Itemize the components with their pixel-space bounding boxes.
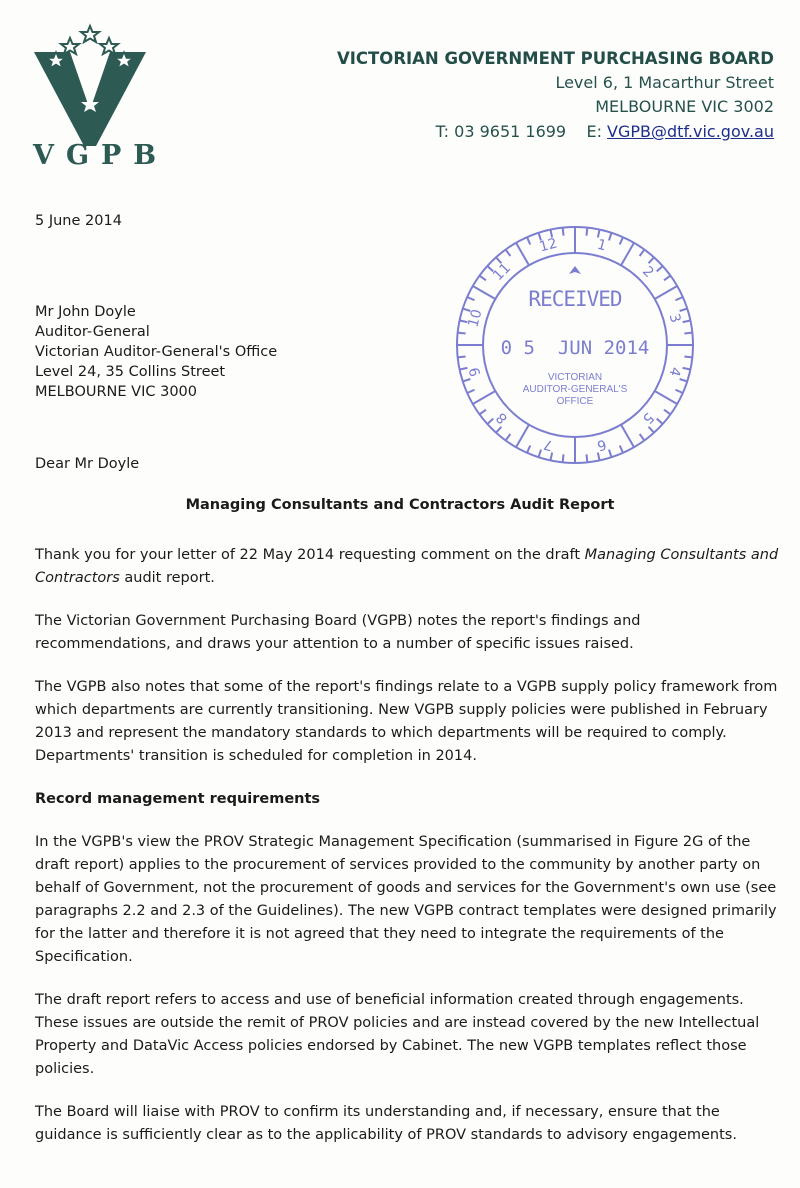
stamp-tick bbox=[680, 379, 688, 381]
stamp-tick bbox=[460, 368, 468, 370]
stamp-org-line3: OFFICE bbox=[556, 396, 594, 407]
paragraph-2: The Victorian Government Purchasing Board (VGPB) notes the report's findings and recommendations, and draws your attention to a number of specific issues raised. bbox=[35, 613, 641, 652]
stamp-status: RECEIVED bbox=[528, 287, 622, 311]
stamp-tick bbox=[609, 450, 611, 458]
stamp-tick bbox=[664, 276, 670, 281]
stamp-ring-number: 6 bbox=[595, 435, 609, 454]
stamp-tick bbox=[657, 266, 663, 271]
subject-heading: Managing Consultants and Contractors Audit Report bbox=[185, 497, 615, 513]
stamp-date: 0 5 JUN 2014 bbox=[500, 337, 650, 359]
paragraph-6: The Board will liaise with PROV to confirm its understanding and, if necessary, ensure that the guidance is sufficiently clear as to the applicability of PROV standards to advisory engagements. bbox=[35, 1104, 737, 1143]
stamp-tick bbox=[563, 454, 564, 462]
stamp-tick bbox=[664, 410, 670, 415]
stamp-tick bbox=[680, 309, 688, 311]
email-label: E: bbox=[586, 122, 602, 141]
stamp-ring-number: 3 bbox=[665, 311, 684, 325]
org-address-line2: MELBOURNE VIC 3002 bbox=[595, 97, 774, 116]
recipient-name: Mr John Doyle bbox=[35, 304, 136, 320]
logo-wordmark: VGPB bbox=[33, 140, 169, 171]
paragraph-5: The draft report refers to access and use of beneficial information created through engagements. These issues are outside the remit of PROV policies and are instead covered by the new Intellectual Property and DataVic Access policies endorsed by Cabinet. The new VGPB templates reflect those policies. bbox=[35, 992, 760, 1077]
stamp-ring-number: 10 bbox=[465, 307, 486, 330]
stamp-tick bbox=[506, 434, 511, 440]
paragraph-3: The VGPB also notes that some of the report's findings relate to a VGPB supply policy framework from which departments are currently transitioning. New VGPB supply policies were published in February 2013 and represent the mandatory standards to which departments will be required to comply. Departments' transition is scheduled for completion in 2014. bbox=[35, 679, 778, 764]
stamp-tick bbox=[527, 237, 530, 244]
stamp-tick bbox=[563, 228, 564, 236]
letter-body bbox=[35, 544, 780, 1167]
stamp-tick bbox=[586, 454, 587, 462]
stamp-tick bbox=[516, 425, 529, 448]
recipient-street: Level 24, 35 Collins Street bbox=[35, 364, 226, 380]
stamp-tick bbox=[675, 297, 682, 300]
section-heading: Record management requirements bbox=[35, 791, 321, 807]
stamp-tick bbox=[649, 257, 654, 263]
stamp-tick bbox=[527, 445, 530, 452]
stamp-ring-number: 12 bbox=[537, 235, 560, 256]
stamp-tick bbox=[609, 233, 611, 241]
stamp-ring-number: 2 bbox=[639, 263, 657, 281]
stamp-ring-number: 11 bbox=[490, 260, 515, 285]
stamp-tick bbox=[640, 434, 645, 440]
received-stamp bbox=[452, 222, 698, 468]
stamp-tick bbox=[516, 243, 529, 266]
stamp-tick bbox=[640, 250, 645, 256]
stamp-tick bbox=[620, 445, 623, 452]
stamp-tick bbox=[621, 243, 634, 266]
phone: T: 03 9651 1699 bbox=[435, 122, 567, 141]
org-name: VICTORIAN GOVERNMENT PURCHASING BOARD bbox=[337, 49, 774, 68]
stamp-tick bbox=[684, 356, 692, 357]
letter-date: 5 June 2014 bbox=[35, 213, 122, 229]
stamp-tick bbox=[496, 427, 501, 433]
stamp-ring-number: 4 bbox=[665, 365, 684, 379]
salutation: Dear Mr Doyle bbox=[35, 456, 140, 472]
stamp-ring-number: 9 bbox=[466, 365, 485, 379]
stamp-org-line2: AUDITOR-GENERAL'S bbox=[522, 384, 628, 395]
stamp-tick bbox=[684, 333, 692, 334]
stamp-tick bbox=[480, 276, 486, 281]
stamp-tick bbox=[539, 450, 541, 458]
stamp-tick bbox=[621, 425, 634, 448]
stamp-tick bbox=[598, 453, 600, 461]
stamp-tick bbox=[467, 390, 474, 393]
paragraph-1: Thank you for your letter of 22 May 2014 requesting comment on the draft Managing Consultants and Contractors audit report. bbox=[35, 547, 779, 586]
stamp-tick bbox=[458, 333, 466, 334]
stamp-tick bbox=[649, 427, 654, 433]
recipient-title: Auditor-General bbox=[35, 324, 150, 340]
recipient-city: MELBOURNE VIC 3000 bbox=[35, 384, 197, 400]
org-address-line1: Level 6, 1 Macarthur Street bbox=[555, 73, 774, 92]
recipient-office: Victorian Auditor-General's Office bbox=[35, 344, 278, 360]
stamp-tick bbox=[655, 286, 678, 299]
stamp-tick bbox=[675, 390, 682, 393]
stamp-ring-number: 7 bbox=[541, 435, 555, 454]
stamp-tick bbox=[657, 419, 663, 424]
email-link[interactable]: VGPB@dtf.vic.gov.au bbox=[607, 122, 774, 141]
stamp-tick bbox=[480, 410, 486, 415]
recipient-address bbox=[35, 302, 277, 402]
letterhead bbox=[337, 47, 774, 144]
stamp-tick bbox=[487, 419, 493, 424]
paragraph-4: In the VGPB's view the PROV Strategic Management Specification (summarised in Figure 2G of the draft report) applies to the procurement of services provided to the community by another party on behalf of Government, not the procurement of goods and services for the Government's own use (see paragraphs 2.2 and 2.3 of the Guidelines). The new VGPB contract templates were designed primarily for the latter and therefore it is not agreed that they need to integrate the requirements of the Specification. bbox=[35, 834, 777, 965]
stamp-tick bbox=[506, 250, 511, 256]
stamp-ring-number: 1 bbox=[595, 236, 609, 255]
stamp-tick bbox=[463, 379, 471, 381]
stamp-tick bbox=[458, 356, 466, 357]
stamp-ring-number: 8 bbox=[493, 409, 511, 427]
stamp-org-line1: VICTORIAN bbox=[547, 372, 603, 383]
stamp-ring-number: 5 bbox=[639, 409, 657, 427]
stamp-tick bbox=[473, 391, 496, 404]
stamp-tick bbox=[467, 297, 474, 300]
stamp-tick bbox=[683, 320, 691, 322]
contact-line bbox=[337, 120, 774, 144]
stamp-tick bbox=[473, 286, 496, 299]
stamp-tick bbox=[620, 237, 623, 244]
stamp-tick bbox=[655, 391, 678, 404]
stamp-tick bbox=[586, 228, 587, 236]
